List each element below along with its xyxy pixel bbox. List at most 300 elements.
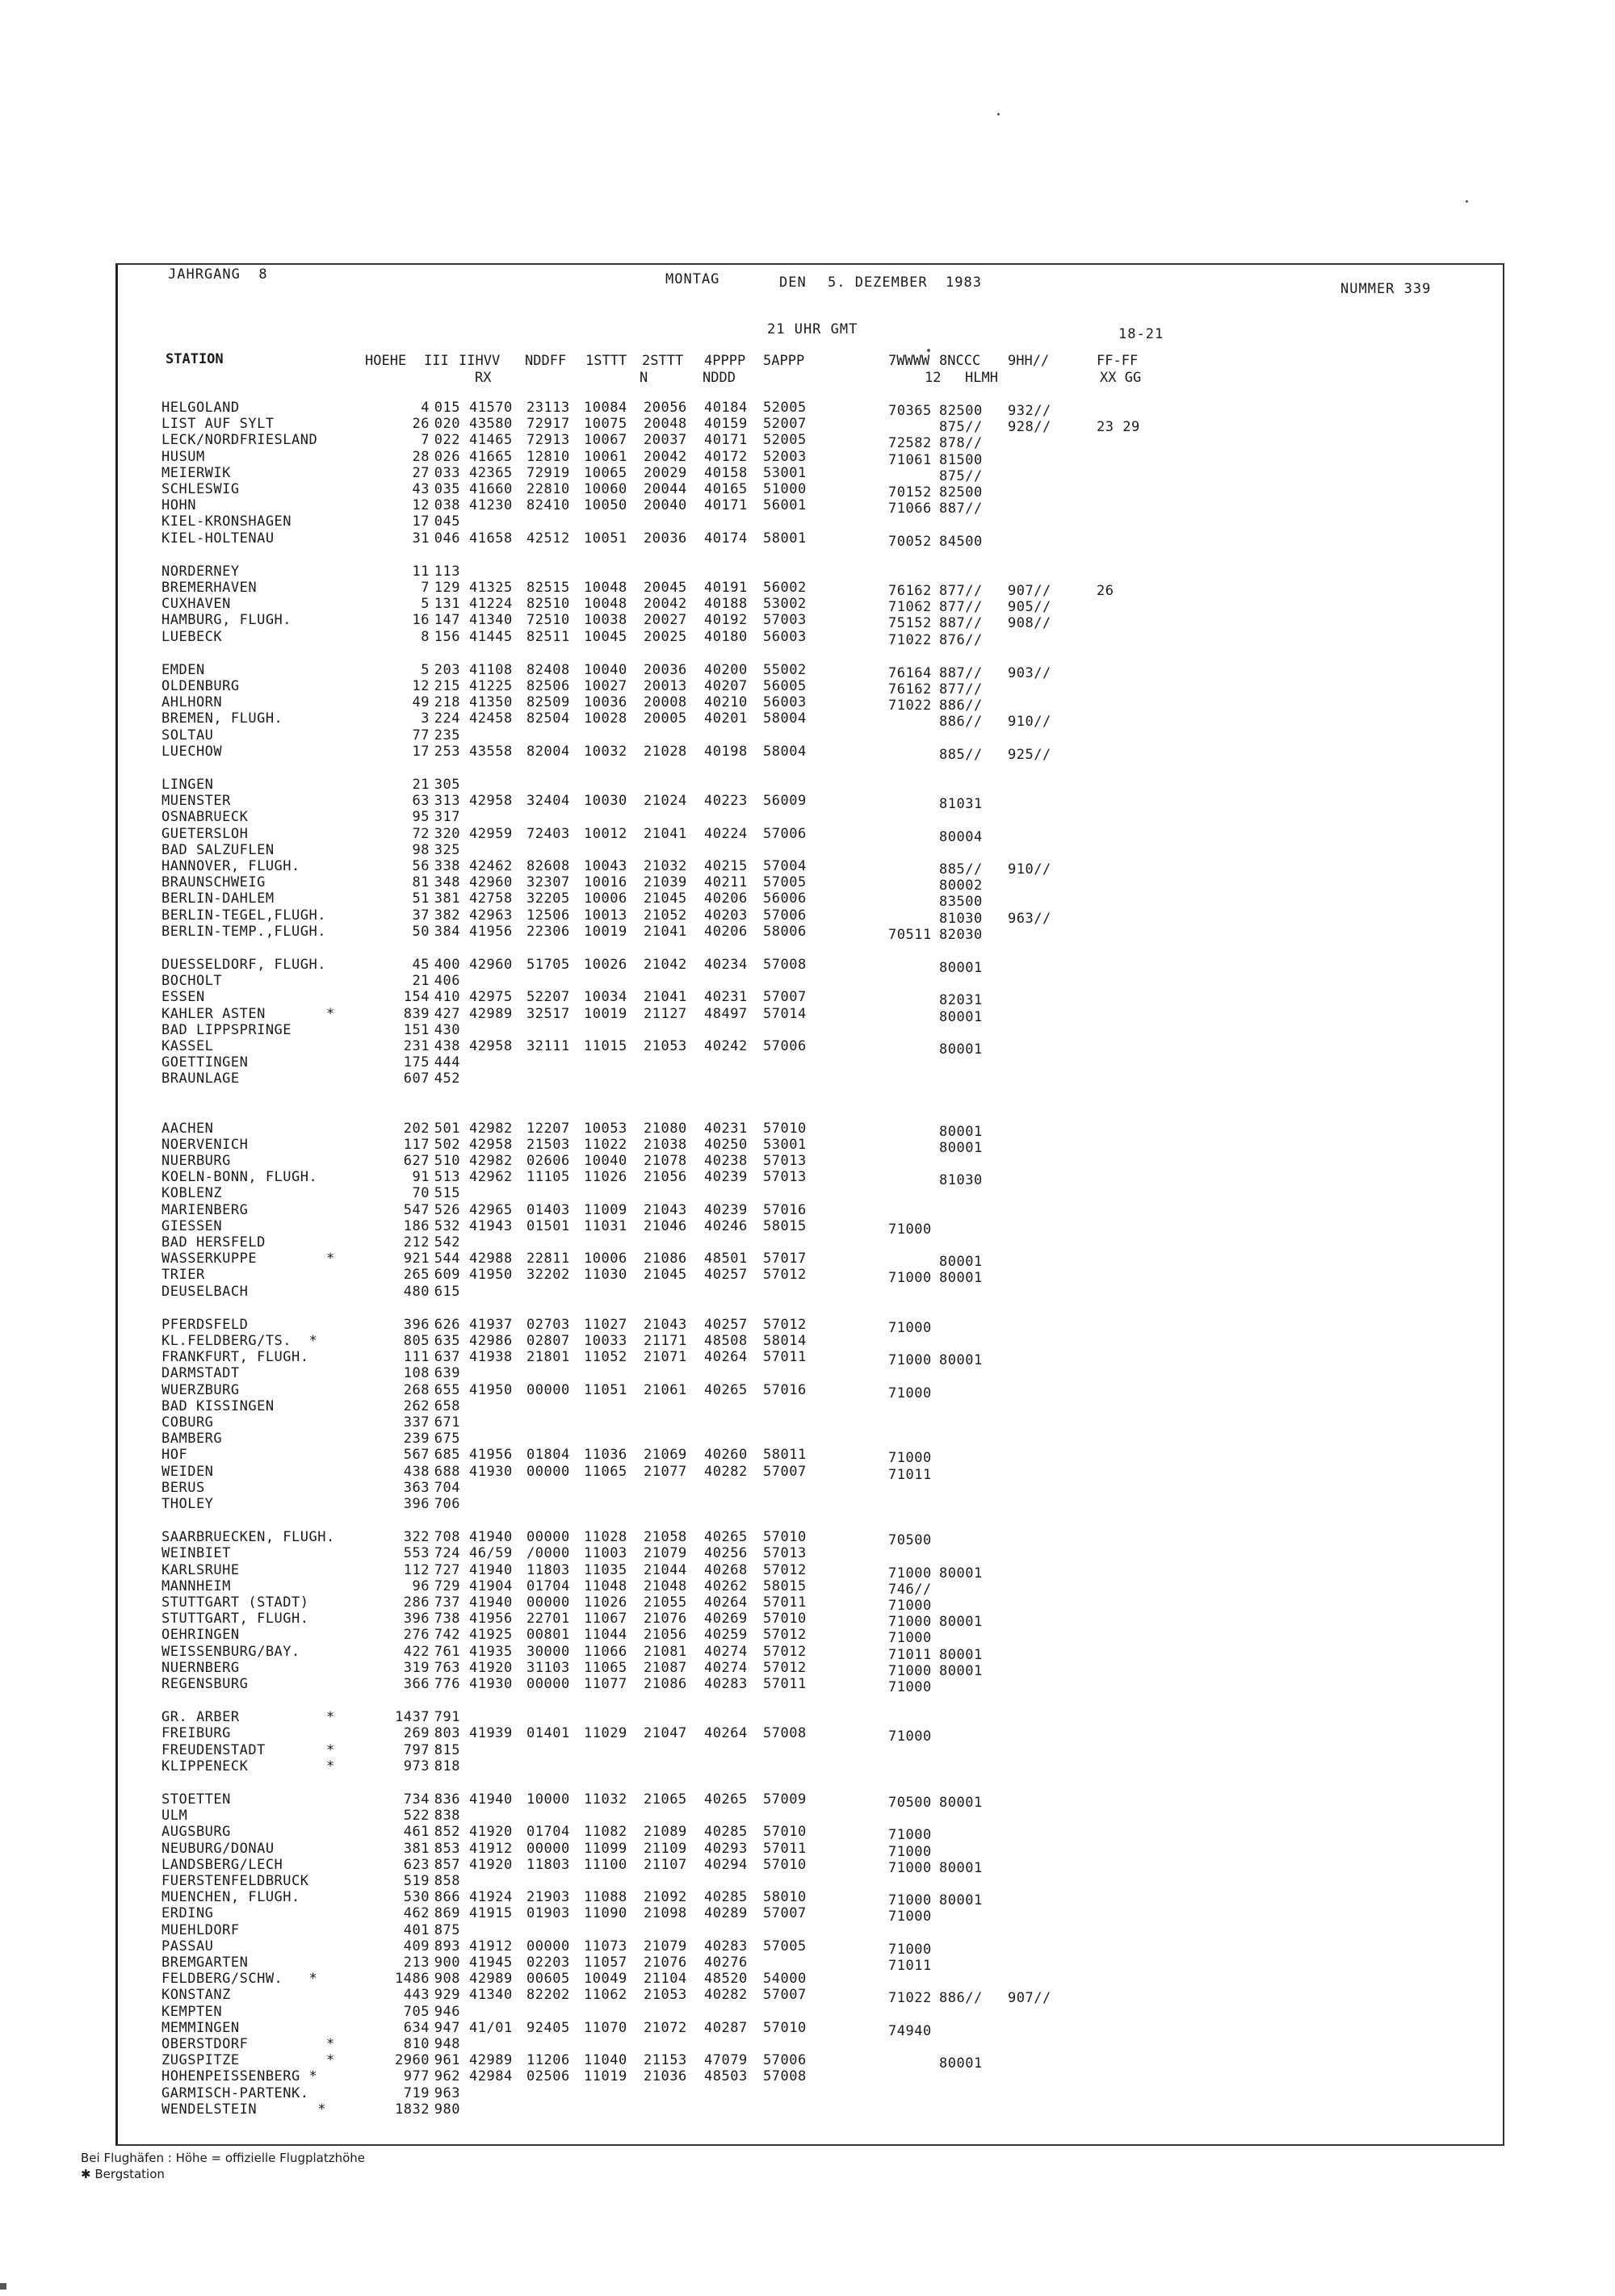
table-cell: 42960 (469, 957, 513, 973)
table-cell: 42982 (469, 1120, 513, 1137)
table-cell: 41920 (469, 1659, 513, 1676)
table-cell: 71061 (888, 451, 932, 468)
station-name: NEUBURG/DONAU (162, 1840, 275, 1857)
table-cell: 41660 (469, 481, 513, 497)
table-cell: 80001 (939, 1892, 983, 1909)
table-cell: 269 (403, 1725, 430, 1742)
table-cell: 42758 (469, 890, 513, 907)
table-cell: 11077 (584, 1676, 627, 1692)
table-cell: 11030 (584, 1267, 627, 1284)
table-cell: 17 (412, 513, 430, 530)
table-cell: 961 (434, 2052, 460, 2069)
table-cell: 40265 (704, 1529, 748, 1546)
table-cell: 635 (434, 1333, 460, 1349)
table-cell: 921 (403, 1251, 430, 1267)
table-cell: 00801 (526, 1627, 570, 1644)
table-cell: 932// (1008, 403, 1051, 419)
table-cell: 20025 (644, 628, 687, 645)
station-name: WEINBIET (162, 1545, 231, 1562)
time-range: 18-21 (1118, 326, 1164, 342)
table-cell: 11019 (584, 2068, 627, 2085)
table-cell: 57011 (763, 1349, 807, 1366)
table-cell: 71000 (888, 1630, 932, 1647)
column-header: 1STTT (585, 353, 627, 369)
station-name: REGENSBURG (162, 1676, 249, 1692)
table-cell: 363 (403, 1479, 430, 1496)
table-cell: 637 (434, 1349, 460, 1366)
table-cell: 40174 (704, 530, 748, 547)
station-name: MEIERWIK (162, 464, 231, 481)
table-cell: 276 (403, 1627, 430, 1644)
table-cell: 42958 (469, 1136, 513, 1153)
table-cell: 11052 (584, 1349, 627, 1366)
station-name: DUESSELDORF, FLUGH. (162, 957, 326, 973)
table-cell: 10043 (584, 858, 627, 874)
table-cell: 42975 (469, 989, 513, 1006)
station-name: GUETERSLOH (162, 825, 249, 842)
table-cell: 21077 (644, 1463, 687, 1480)
table-cell: 20056 (644, 400, 687, 416)
table-cell: 41956 (469, 1447, 513, 1464)
station-name: LECK/NORDFRIESLAND (162, 432, 318, 449)
table-cell: 40200 (704, 661, 748, 678)
table-cell: 40171 (704, 432, 748, 449)
table-cell: 82410 (526, 497, 570, 514)
table-cell: 21047 (644, 1725, 687, 1742)
table-cell: 01903 (526, 1905, 570, 1922)
table-cell: 82030 (939, 926, 983, 943)
table-cell: 01704 (526, 1577, 570, 1594)
table-cell: 020 (434, 416, 460, 433)
table-cell: 40294 (704, 1856, 748, 1873)
station-name: BERUS (162, 1479, 205, 1496)
station-name: PASSAU (162, 1938, 214, 1955)
station-name: HOF (162, 1447, 188, 1464)
table-cell: 10061 (584, 448, 627, 465)
table-cell: 963// (1008, 910, 1051, 927)
table-cell: 21086 (644, 1676, 687, 1692)
table-cell: 71000 (888, 1843, 932, 1860)
table-cell: 026 (434, 448, 460, 465)
table-cell: 41915 (469, 1905, 513, 1922)
table-cell: 40198 (704, 743, 748, 760)
table-cell: 00000 (526, 1676, 570, 1692)
table-cell: 639 (434, 1365, 460, 1382)
table-cell: 21043 (644, 1316, 687, 1333)
table-cell: 438 (434, 1038, 460, 1054)
table-cell: 11032 (584, 1791, 627, 1808)
table-cell: 268 (403, 1381, 430, 1398)
table-cell: 51 (412, 890, 430, 907)
table-cell: 21153 (644, 2052, 687, 2069)
table-cell: 72919 (526, 464, 570, 481)
table-cell: 724 (434, 1545, 460, 1562)
table-cell: 01403 (526, 1201, 570, 1218)
table-cell: 532 (434, 1217, 460, 1234)
table-cell: 878// (939, 435, 983, 452)
table-cell: 11088 (584, 1889, 627, 1906)
table-cell: 20044 (644, 481, 687, 497)
table-cell: 875 (434, 1921, 460, 1938)
footnote-mountain-station: ✱ Bergstation (81, 2167, 165, 2181)
den-label: DEN (779, 274, 807, 291)
table-cell: 11062 (584, 1987, 627, 2004)
table-cell: 48501 (704, 1251, 748, 1267)
table-cell: 886// (939, 1990, 983, 2007)
table-cell: 82608 (526, 858, 570, 874)
station-name: FELDBERG/SCHW. * (162, 1971, 318, 1988)
station-name: KARLSRUHE (162, 1561, 240, 1578)
table-cell: 41935 (469, 1643, 513, 1660)
table-cell: 925// (1008, 746, 1051, 763)
station-name: LIST AUF SYLT (162, 416, 275, 433)
station-name: KONSTANZ (162, 1987, 231, 2004)
table-cell: 42960 (469, 874, 513, 891)
table-cell: 21024 (644, 793, 687, 810)
table-cell: 946 (434, 2003, 460, 2020)
station-name: DARMSTADT (162, 1365, 240, 1382)
table-cell: 11065 (584, 1659, 627, 1676)
table-cell: 57010 (763, 1824, 807, 1841)
table-cell: 21079 (644, 1545, 687, 1562)
table-cell: 742 (434, 1627, 460, 1644)
table-cell: 313 (434, 793, 460, 810)
table-cell: 513 (434, 1169, 460, 1186)
table-cell: 20042 (644, 448, 687, 465)
table-cell: 910// (1008, 861, 1051, 878)
station-name: BAD LIPPSPRINGE (162, 1021, 292, 1038)
table-cell: 57013 (763, 1169, 807, 1186)
table-cell: 40159 (704, 416, 748, 433)
table-cell: 43580 (469, 416, 513, 433)
table-cell: 80001 (939, 1352, 983, 1369)
table-cell: 40282 (704, 1463, 748, 1480)
station-name: GIESSEN (162, 1217, 223, 1234)
station-name: KAHLER ASTEN * (162, 1005, 335, 1022)
table-cell: 48503 (704, 2068, 748, 2085)
station-name: SAARBRUECKEN, FLUGH. (162, 1529, 335, 1546)
table-cell: 704 (434, 1479, 460, 1496)
station-name: HAMBURG, FLUGH. (162, 612, 292, 629)
table-cell: 72582 (888, 435, 932, 452)
table-cell: 57012 (763, 1267, 807, 1284)
table-cell: 396 (403, 1316, 430, 1333)
table-cell: 212 (403, 1234, 430, 1251)
table-cell: 57010 (763, 1529, 807, 1546)
table-cell: 37 (412, 907, 430, 924)
table-cell: 28 (412, 448, 430, 465)
table-cell: 542 (434, 1234, 460, 1251)
table-cell: 82506 (526, 678, 570, 694)
table-cell: 41912 (469, 1938, 513, 1955)
table-cell: 928// (1008, 419, 1051, 436)
table-cell: 384 (434, 923, 460, 940)
table-cell: 11048 (584, 1577, 627, 1594)
table-cell: 57006 (763, 825, 807, 842)
table-cell: 838 (434, 1808, 460, 1825)
table-cell: 51000 (763, 481, 807, 497)
table-cell: 41930 (469, 1463, 513, 1480)
station-name: BOCHOLT (162, 973, 223, 990)
table-cell: 41230 (469, 497, 513, 514)
station-column-header: STATION (166, 351, 224, 367)
table-cell: 21061 (644, 1381, 687, 1398)
station-name: MANNHEIM (162, 1577, 231, 1594)
station-name: BAD SALZUFLEN (162, 841, 275, 858)
table-cell: 42959 (469, 825, 513, 842)
table-cell: 10034 (584, 989, 627, 1006)
table-cell: 21048 (644, 1577, 687, 1594)
table-cell: 21079 (644, 1938, 687, 1955)
table-cell: 32202 (526, 1267, 570, 1284)
table-frame (115, 263, 1504, 2146)
station-name: LUECHOW (162, 743, 223, 760)
table-cell: 92405 (526, 2019, 570, 2036)
station-name: ESSEN (162, 989, 205, 1006)
jahrgang: JAHRGANG 8 (168, 266, 268, 283)
table-cell: 42989 (469, 2052, 513, 2069)
table-cell: 80004 (939, 828, 983, 845)
table-cell: 76164 (888, 664, 932, 681)
table-cell: 75152 (888, 615, 932, 632)
table-cell: 58011 (763, 1447, 807, 1464)
table-cell: 41939 (469, 1725, 513, 1742)
table-cell: 71000 (888, 1450, 932, 1467)
table-cell: 80001 (939, 1614, 983, 1631)
station-name: DEUSELBACH (162, 1283, 249, 1300)
table-cell: 01804 (526, 1447, 570, 1464)
table-cell: 900 (434, 1955, 460, 1971)
station-name: KIEL-HOLTENAU (162, 530, 275, 547)
table-cell: 21056 (644, 1169, 687, 1186)
column-subheader: 12 (925, 370, 942, 386)
table-cell: 21107 (644, 1856, 687, 1873)
table-cell: 382 (434, 907, 460, 924)
table-cell: 98 (412, 841, 430, 858)
table-cell: 53001 (763, 464, 807, 481)
table-cell: 42958 (469, 793, 513, 810)
table-cell: 82031 (939, 992, 983, 1009)
table-cell: 738 (434, 1611, 460, 1628)
table-cell: 12 (412, 497, 430, 514)
table-cell: 20042 (644, 596, 687, 613)
station-name: STUTTGART, FLUGH. (162, 1611, 309, 1628)
table-cell: 45 (412, 957, 430, 973)
table-cell: 40276 (704, 1955, 748, 1971)
table-cell: 11100 (584, 1856, 627, 1873)
table-cell: 21127 (644, 1005, 687, 1022)
table-cell: 886// (939, 698, 983, 714)
station-name: HOHN (162, 497, 196, 514)
table-cell: 00000 (526, 1529, 570, 1546)
scan-speck (997, 113, 1000, 115)
table-cell: 963 (434, 2084, 460, 2101)
table-cell: 71066 (888, 501, 932, 517)
table-cell: 40158 (704, 464, 748, 481)
table-cell: 63 (412, 793, 430, 810)
table-cell: 737 (434, 1594, 460, 1611)
table-cell: 444 (434, 1054, 460, 1071)
table-cell: 877// (939, 599, 983, 616)
table-cell: 16 (412, 612, 430, 629)
table-cell: 40259 (704, 1627, 748, 1644)
table-cell: 41225 (469, 678, 513, 694)
table-cell: 58004 (763, 710, 807, 727)
table-cell: 21052 (644, 907, 687, 924)
station-name: COBURG (162, 1414, 214, 1431)
table-cell: 338 (434, 858, 460, 874)
table-cell: 71000 (888, 1319, 932, 1336)
table-cell: 11027 (584, 1316, 627, 1333)
table-cell: 11051 (584, 1381, 627, 1398)
table-cell: 688 (434, 1463, 460, 1480)
table-cell: 21039 (644, 874, 687, 891)
table-cell: 71011 (888, 1466, 932, 1483)
table-cell: 10048 (584, 596, 627, 613)
table-cell: 5 (421, 661, 430, 678)
table-cell: 422 (403, 1643, 430, 1660)
table-cell: 045 (434, 513, 460, 530)
table-cell: 57010 (763, 2019, 807, 2036)
table-cell: 235 (434, 727, 460, 744)
table-cell: 40268 (704, 1561, 748, 1578)
table-cell: 907// (1008, 1990, 1051, 2007)
station-name: KEMPTEN (162, 2003, 223, 2020)
table-cell: 286 (403, 1594, 430, 1611)
table-cell: 71000 (888, 1728, 932, 1745)
table-cell: 52003 (763, 448, 807, 465)
table-cell: 52005 (763, 432, 807, 449)
table-cell: 31103 (526, 1659, 570, 1676)
table-cell: 21076 (644, 1955, 687, 1971)
table-cell: 57011 (763, 1840, 807, 1857)
table-cell: 77 (412, 727, 430, 744)
column-header: 5APPP (763, 353, 805, 369)
table-cell: 43 (412, 481, 430, 497)
table-cell: 41940 (469, 1529, 513, 1546)
column-header: IIHVV (459, 353, 501, 369)
table-cell: 58004 (763, 743, 807, 760)
table-cell: 1486 (395, 1971, 430, 1988)
table-cell: 10045 (584, 628, 627, 645)
table-cell: 11206 (526, 2052, 570, 2069)
table-cell: 57011 (763, 1594, 807, 1611)
table-cell: 815 (434, 1741, 460, 1758)
table-cell: 186 (403, 1217, 430, 1234)
table-cell: 626 (434, 1316, 460, 1333)
table-cell: 82500 (939, 403, 983, 419)
table-cell: 10012 (584, 825, 627, 842)
table-cell: 57007 (763, 1905, 807, 1922)
table-cell: 791 (434, 1709, 460, 1726)
table-cell: 11029 (584, 1725, 627, 1742)
station-name: HANNOVER, FLUGH. (162, 858, 300, 874)
issue-date: 5. DEZEMBER 1983 (828, 274, 982, 291)
table-cell: 52207 (526, 989, 570, 1006)
weekday: MONTAG (665, 271, 720, 287)
table-cell: 57010 (763, 1120, 807, 1137)
station-name: MEMMINGEN (162, 2019, 240, 2036)
table-cell: 41920 (469, 1856, 513, 1873)
table-cell: 401 (403, 1921, 430, 1938)
station-name: NOERVENICH (162, 1136, 249, 1153)
table-cell: 40289 (704, 1905, 748, 1922)
table-cell: 41956 (469, 1611, 513, 1628)
table-cell: 40188 (704, 596, 748, 613)
table-cell: 265 (403, 1267, 430, 1284)
table-cell: 82500 (939, 484, 983, 501)
table-cell: 76162 (888, 681, 932, 698)
table-cell: 56005 (763, 678, 807, 694)
station-name: CUXHAVEN (162, 596, 231, 613)
table-cell: 12506 (526, 907, 570, 924)
table-cell: 82004 (526, 743, 570, 760)
table-cell: 57007 (763, 989, 807, 1006)
table-cell: 58015 (763, 1577, 807, 1594)
table-cell: 40246 (704, 1217, 748, 1234)
table-cell: 11031 (584, 1217, 627, 1234)
table-cell: 26 (1097, 583, 1114, 599)
table-cell: 21032 (644, 858, 687, 874)
table-cell: 607 (403, 1070, 430, 1087)
table-cell: 908 (434, 1971, 460, 1988)
table-cell: 40285 (704, 1889, 748, 1906)
table-cell: 21 (412, 973, 430, 990)
table-cell: 41940 (469, 1561, 513, 1578)
table-cell: 615 (434, 1283, 460, 1300)
table-cell: 038 (434, 497, 460, 514)
station-name: OLDENBURG (162, 678, 240, 694)
table-cell: 708 (434, 1529, 460, 1546)
station-name: WASSERKUPPE * (162, 1251, 335, 1267)
table-cell: 41224 (469, 596, 513, 613)
station-name: KLIPPENECK * (162, 1758, 335, 1774)
table-cell: 71000 (888, 1614, 932, 1631)
table-cell: 239 (403, 1431, 430, 1448)
table-cell: 836 (434, 1791, 460, 1808)
table-cell: 381 (434, 890, 460, 907)
station-name: ZUGSPITZE * (162, 2052, 335, 2069)
table-cell: 21072 (644, 2019, 687, 2036)
station-name: FREUDENSTADT * (162, 1741, 335, 1758)
table-cell: 317 (434, 809, 460, 826)
table-cell: 50 (412, 923, 430, 940)
table-cell: 80001 (939, 1662, 983, 1679)
table-cell: 10019 (584, 923, 627, 940)
table-cell: 7 (421, 432, 430, 449)
table-cell: 81500 (939, 451, 983, 468)
table-cell: 805 (403, 1333, 430, 1349)
table-cell: 11026 (584, 1169, 627, 1186)
table-cell: 885// (939, 746, 983, 763)
table-cell: 319 (403, 1659, 430, 1676)
table-cell: 406 (434, 973, 460, 990)
table-cell: 72403 (526, 825, 570, 842)
table-cell: 80001 (939, 1795, 983, 1811)
table-cell: 70511 (888, 926, 932, 943)
table-cell: 71000 (888, 1908, 932, 1925)
table-cell: 57005 (763, 1938, 807, 1955)
table-cell: 875// (939, 467, 983, 484)
table-cell: 410 (434, 989, 460, 1006)
table-cell: 11803 (526, 1856, 570, 1873)
table-cell: 57004 (763, 858, 807, 874)
table-cell: 30000 (526, 1643, 570, 1660)
table-cell: 129 (434, 580, 460, 596)
station-name: TRIER (162, 1267, 205, 1284)
table-cell: 71000 (888, 1352, 932, 1369)
table-cell: 544 (434, 1251, 460, 1267)
